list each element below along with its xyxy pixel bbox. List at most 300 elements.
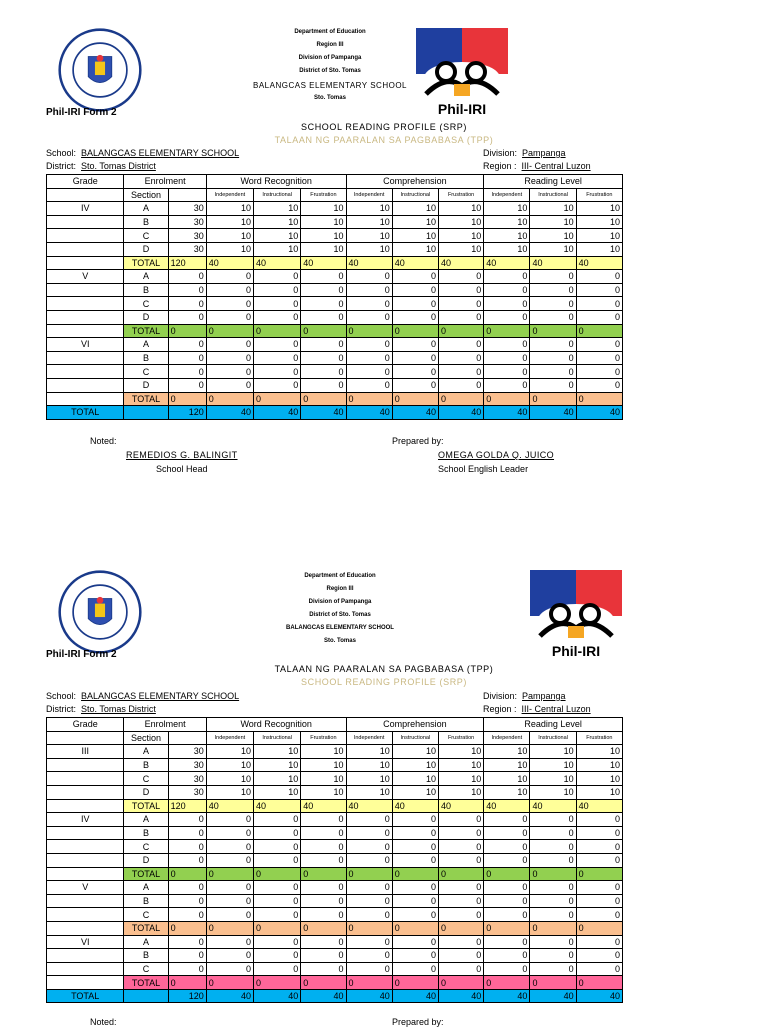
grand-total-cell: 40 (206, 989, 253, 1003)
total-cell: 0 (168, 921, 206, 935)
total-cell: 0 (576, 976, 622, 990)
grand-total-cell: 40 (254, 989, 301, 1003)
value-cell: 30 (168, 785, 206, 799)
district-info: District: Sto. Tomas District (46, 161, 156, 171)
value-cell: 0 (438, 840, 483, 854)
total-cell: 120 (168, 799, 206, 813)
value-cell: 0 (254, 297, 301, 311)
reading-profile-table (46, 174, 623, 420)
total-cell: 0 (484, 921, 530, 935)
total-cell: 0 (438, 976, 483, 990)
value-cell: 0 (301, 949, 346, 963)
value-cell: 0 (484, 297, 530, 311)
value-cell: 0 (576, 840, 622, 854)
total-cell: 0 (301, 921, 346, 935)
total-cell: 0 (484, 867, 530, 881)
subheader: Instructional (392, 188, 438, 202)
value-cell: 10 (438, 229, 483, 243)
value-cell: 10 (530, 772, 576, 786)
grand-total-row (47, 989, 623, 1003)
total-cell: 0 (206, 324, 253, 338)
total-cell: 0 (206, 392, 253, 406)
grand-total-cell: 40 (576, 406, 622, 420)
value-cell: 10 (206, 745, 253, 759)
value-cell: 10 (346, 202, 392, 216)
table-row (47, 758, 623, 772)
report-subtitle: SCHOOL READING PROFILE (SRP) (301, 677, 467, 687)
value-cell: 0 (301, 935, 346, 949)
value-cell: 10 (530, 745, 576, 759)
value-cell: 0 (576, 962, 622, 976)
grade-cell (47, 351, 124, 365)
value-cell: 10 (438, 772, 483, 786)
value-cell: 10 (438, 202, 483, 216)
value-cell: 0 (392, 813, 438, 827)
total-cell: 0 (530, 867, 576, 881)
value-cell: 0 (206, 881, 253, 895)
section-cell: A (124, 270, 168, 284)
grade-cell (47, 242, 124, 256)
grand-total-cell: 40 (576, 989, 622, 1003)
value-cell: 0 (346, 310, 392, 324)
total-cell: 0 (168, 976, 206, 990)
value-cell: 10 (576, 202, 622, 216)
value-cell: 10 (576, 745, 622, 759)
grade-cell (47, 297, 124, 311)
value-cell: 0 (438, 378, 483, 392)
value-cell: 0 (576, 853, 622, 867)
value-cell: 0 (576, 351, 622, 365)
total-cell: 0 (346, 392, 392, 406)
value-cell: 10 (484, 202, 530, 216)
grand-total-label: TOTAL (47, 406, 124, 420)
header-line: Region III (316, 42, 344, 48)
value-cell: 10 (392, 785, 438, 799)
value-cell: 10 (576, 215, 622, 229)
total-cell: 0 (530, 392, 576, 406)
value-cell: 10 (301, 229, 346, 243)
grand-total-row (47, 406, 623, 420)
value-cell: 0 (206, 338, 253, 352)
value-cell: 0 (576, 310, 622, 324)
subheader: Instructional (254, 731, 301, 745)
value-cell: 0 (392, 826, 438, 840)
value-cell: 0 (254, 826, 301, 840)
value-cell: 10 (484, 229, 530, 243)
value-cell: 30 (168, 229, 206, 243)
value-cell: 0 (392, 283, 438, 297)
form-label: Phil-IRI Form 2 (46, 649, 117, 660)
value-cell: 10 (484, 745, 530, 759)
value-cell: 10 (301, 758, 346, 772)
section-cell: D (124, 853, 168, 867)
value-cell: 0 (346, 881, 392, 895)
table-row (47, 270, 623, 284)
section-cell: C (124, 772, 168, 786)
section-cell: C (124, 229, 168, 243)
value-cell: 30 (168, 745, 206, 759)
total-cell: 0 (576, 324, 622, 338)
value-cell: 10 (484, 785, 530, 799)
english-leader-name: OMEGA GOLDA Q. JUICO (438, 450, 555, 460)
total-cell: 0 (206, 976, 253, 990)
value-cell: 10 (206, 758, 253, 772)
value-cell: 10 (254, 215, 301, 229)
value-cell: 0 (438, 826, 483, 840)
page-2 (0, 542, 768, 1027)
total-cell: 0 (254, 392, 301, 406)
value-cell: 0 (168, 881, 206, 895)
total-row (47, 867, 623, 881)
value-cell: 0 (206, 351, 253, 365)
enrolment-header: Enrolment (124, 718, 206, 732)
total-cell: 0 (346, 921, 392, 935)
total-cell: 0 (392, 867, 438, 881)
value-cell: 10 (301, 242, 346, 256)
value-cell: 0 (346, 297, 392, 311)
total-cell: 0 (484, 324, 530, 338)
value-cell: 10 (301, 745, 346, 759)
value-cell: 10 (254, 242, 301, 256)
value-cell: 0 (392, 881, 438, 895)
grade-cell: IV (47, 813, 124, 827)
value-cell: 10 (254, 745, 301, 759)
value-cell: 0 (301, 840, 346, 854)
value-cell: 0 (168, 840, 206, 854)
value-cell: 0 (301, 962, 346, 976)
value-cell: 10 (438, 215, 483, 229)
grade-cell (47, 772, 124, 786)
school-head-name: REMEDIOS G. BALINGIT (126, 450, 238, 460)
value-cell: 0 (484, 853, 530, 867)
total-row (47, 976, 623, 990)
value-cell: 0 (254, 378, 301, 392)
value-cell: 0 (530, 270, 576, 284)
value-cell: 0 (392, 270, 438, 284)
value-cell: 0 (530, 853, 576, 867)
value-cell: 0 (530, 962, 576, 976)
total-cell: 0 (301, 324, 346, 338)
grade-cell (47, 785, 124, 799)
value-cell: 0 (530, 908, 576, 922)
grand-total-cell: 40 (484, 406, 530, 420)
section-cell: D (124, 378, 168, 392)
table-row (47, 881, 623, 895)
total-row (47, 921, 623, 935)
table-row (47, 772, 623, 786)
value-cell: 10 (392, 745, 438, 759)
header-town: Sto. Tomas (324, 638, 356, 644)
value-cell: 10 (301, 215, 346, 229)
total-cell: 0 (576, 921, 622, 935)
value-cell: 0 (484, 908, 530, 922)
value-cell: 10 (576, 772, 622, 786)
total-cell: 0 (484, 976, 530, 990)
value-cell: 0 (206, 935, 253, 949)
table-row (47, 310, 623, 324)
value-cell: 0 (168, 351, 206, 365)
subheader: Independent (484, 731, 530, 745)
total-cell: 40 (301, 256, 346, 270)
grand-total-cell: 40 (301, 406, 346, 420)
grade-cell (47, 229, 124, 243)
value-cell: 0 (484, 365, 530, 379)
value-cell: 0 (530, 351, 576, 365)
value-cell: 0 (254, 840, 301, 854)
value-cell: 0 (206, 297, 253, 311)
section-cell: B (124, 758, 168, 772)
division-info: Division: Pampanga (483, 691, 566, 701)
header-school: BALANGCAS ELEMENTARY SCHOOL (286, 625, 394, 631)
total-cell: 40 (576, 799, 622, 813)
value-cell: 10 (206, 242, 253, 256)
total-cell: 120 (168, 256, 206, 270)
value-cell: 0 (576, 881, 622, 895)
grand-total-cell: 40 (530, 989, 576, 1003)
value-cell: 10 (392, 229, 438, 243)
table-row (47, 949, 623, 963)
report-subtitle: TALAAN NG PAARALAN SA PAGBABASA (TPP) (274, 135, 494, 145)
value-cell: 10 (484, 772, 530, 786)
value-cell: 0 (530, 297, 576, 311)
total-cell: 0 (392, 392, 438, 406)
value-cell: 0 (254, 962, 301, 976)
total-cell: 40 (438, 799, 483, 813)
total-cell: 0 (438, 921, 483, 935)
grade-header: Grade (47, 718, 124, 732)
table-row (47, 202, 623, 216)
value-cell: 0 (438, 365, 483, 379)
value-cell: 0 (392, 310, 438, 324)
value-cell: 0 (530, 283, 576, 297)
value-cell: 10 (484, 242, 530, 256)
total-cell: 40 (301, 799, 346, 813)
value-cell: 0 (576, 378, 622, 392)
grand-total-cell: 40 (530, 406, 576, 420)
value-cell: 0 (392, 935, 438, 949)
value-cell: 10 (484, 758, 530, 772)
value-cell: 0 (301, 881, 346, 895)
grade-cell: VI (47, 338, 124, 352)
total-cell: 0 (168, 324, 206, 338)
value-cell: 10 (530, 242, 576, 256)
value-cell: 10 (254, 772, 301, 786)
value-cell: 0 (301, 908, 346, 922)
value-cell: 0 (346, 894, 392, 908)
total-cell: 0 (254, 867, 301, 881)
value-cell: 0 (576, 894, 622, 908)
total-cell: 40 (392, 256, 438, 270)
total-cell: 0 (254, 324, 301, 338)
value-cell: 30 (168, 758, 206, 772)
value-cell: 0 (576, 826, 622, 840)
value-cell: 0 (576, 297, 622, 311)
grade-cell (47, 949, 124, 963)
value-cell: 0 (484, 881, 530, 895)
report-title: TALAAN NG PAARALAN SA PAGBABASA (TPP) (274, 664, 494, 674)
value-cell: 10 (392, 202, 438, 216)
value-cell: 0 (206, 310, 253, 324)
value-cell: 0 (530, 826, 576, 840)
header-school: BALANGCAS ELEMENTARY SCHOOL (253, 81, 407, 90)
table-row (47, 935, 623, 949)
value-cell: 0 (438, 894, 483, 908)
value-cell: 10 (576, 242, 622, 256)
value-cell: 0 (168, 949, 206, 963)
value-cell: 10 (530, 785, 576, 799)
comprehension-header: Comprehension (346, 718, 484, 732)
value-cell: 0 (530, 881, 576, 895)
total-label: TOTAL (124, 324, 168, 338)
value-cell: 0 (301, 310, 346, 324)
section-cell: C (124, 908, 168, 922)
value-cell: 0 (254, 813, 301, 827)
value-cell: 0 (254, 949, 301, 963)
value-cell: 0 (576, 365, 622, 379)
value-cell: 0 (530, 949, 576, 963)
total-row (47, 392, 623, 406)
total-cell: 40 (576, 256, 622, 270)
table-row (47, 229, 623, 243)
header-town: Sto. Tomas (314, 95, 346, 101)
grade-cell (47, 215, 124, 229)
value-cell: 10 (438, 785, 483, 799)
grade-cell (47, 908, 124, 922)
table-row (47, 840, 623, 854)
value-cell: 0 (301, 351, 346, 365)
value-cell: 10 (254, 229, 301, 243)
value-cell: 0 (484, 270, 530, 284)
total-label: TOTAL (124, 867, 168, 881)
value-cell: 0 (168, 297, 206, 311)
value-cell: 0 (484, 338, 530, 352)
table-row (47, 365, 623, 379)
table-row (47, 215, 623, 229)
total-cell: 0 (438, 392, 483, 406)
value-cell: 0 (530, 365, 576, 379)
header-line: Division of Pampanga (298, 55, 362, 61)
grade-cell (47, 378, 124, 392)
section-cell: B (124, 215, 168, 229)
division-info: Division: Pampanga (483, 148, 566, 158)
total-cell: 40 (392, 799, 438, 813)
value-cell: 0 (206, 962, 253, 976)
value-cell: 10 (438, 745, 483, 759)
value-cell: 0 (168, 908, 206, 922)
value-cell: 0 (576, 813, 622, 827)
section-cell: A (124, 202, 168, 216)
value-cell: 0 (484, 962, 530, 976)
value-cell: 0 (484, 894, 530, 908)
grand-total-cell: 40 (346, 989, 392, 1003)
total-cell: 40 (438, 256, 483, 270)
value-cell: 0 (301, 378, 346, 392)
table-row (47, 962, 623, 976)
header-line: Division of Pampanga (308, 599, 372, 605)
value-cell: 0 (168, 962, 206, 976)
table-row (47, 826, 623, 840)
grade-cell: III (47, 745, 124, 759)
grand-total-cell: 40 (254, 406, 301, 420)
value-cell: 0 (254, 310, 301, 324)
value-cell: 0 (254, 270, 301, 284)
grade-cell (47, 758, 124, 772)
value-cell: 0 (168, 338, 206, 352)
value-cell: 10 (206, 215, 253, 229)
value-cell: 0 (484, 813, 530, 827)
grand-total-cell: 40 (438, 989, 483, 1003)
school-head-title: School Head (156, 464, 208, 474)
value-cell: 10 (530, 202, 576, 216)
table-row (47, 297, 623, 311)
region-info: Region : III- Central Luzon (483, 704, 591, 714)
total-row (47, 799, 623, 813)
grand-total-label: TOTAL (47, 989, 124, 1003)
total-cell: 0 (530, 324, 576, 338)
total-cell: 40 (530, 256, 576, 270)
value-cell: 0 (168, 378, 206, 392)
total-cell: 0 (346, 867, 392, 881)
value-cell: 10 (346, 772, 392, 786)
value-cell: 30 (168, 242, 206, 256)
value-cell: 0 (438, 949, 483, 963)
value-cell: 0 (206, 949, 253, 963)
table-row (47, 378, 623, 392)
value-cell: 0 (438, 881, 483, 895)
value-cell: 0 (438, 297, 483, 311)
grade-cell (47, 962, 124, 976)
header-line: Department of Education (294, 29, 366, 35)
grade-header: Grade (47, 175, 124, 189)
value-cell: 30 (168, 215, 206, 229)
value-cell: 10 (392, 758, 438, 772)
value-cell: 0 (254, 853, 301, 867)
subheader: Frustration (301, 731, 346, 745)
value-cell: 0 (346, 270, 392, 284)
subheader: Independent (346, 188, 392, 202)
value-cell: 10 (206, 772, 253, 786)
value-cell: 0 (392, 853, 438, 867)
subheader: Frustration (438, 731, 483, 745)
value-cell: 0 (438, 283, 483, 297)
value-cell: 0 (168, 365, 206, 379)
grade-cell: V (47, 881, 124, 895)
total-label: TOTAL (124, 256, 168, 270)
value-cell: 0 (392, 894, 438, 908)
value-cell: 0 (484, 949, 530, 963)
school-info: School: BALANGCAS ELEMENTARY SCHOOL (46, 691, 240, 701)
total-cell: 0 (168, 392, 206, 406)
value-cell: 0 (346, 826, 392, 840)
total-cell: 40 (530, 799, 576, 813)
grade-cell (47, 840, 124, 854)
total-cell: 40 (484, 256, 530, 270)
enrolment-header: Enrolment (124, 175, 206, 189)
value-cell: 0 (576, 270, 622, 284)
value-cell: 0 (392, 840, 438, 854)
value-cell: 0 (530, 840, 576, 854)
value-cell: 0 (392, 365, 438, 379)
total-cell: 0 (168, 867, 206, 881)
value-cell: 0 (438, 351, 483, 365)
section-cell: A (124, 338, 168, 352)
value-cell: 10 (392, 215, 438, 229)
section-cell: B (124, 949, 168, 963)
total-cell: 0 (530, 976, 576, 990)
value-cell: 10 (206, 202, 253, 216)
value-cell: 10 (346, 758, 392, 772)
subheader: Frustration (301, 188, 346, 202)
